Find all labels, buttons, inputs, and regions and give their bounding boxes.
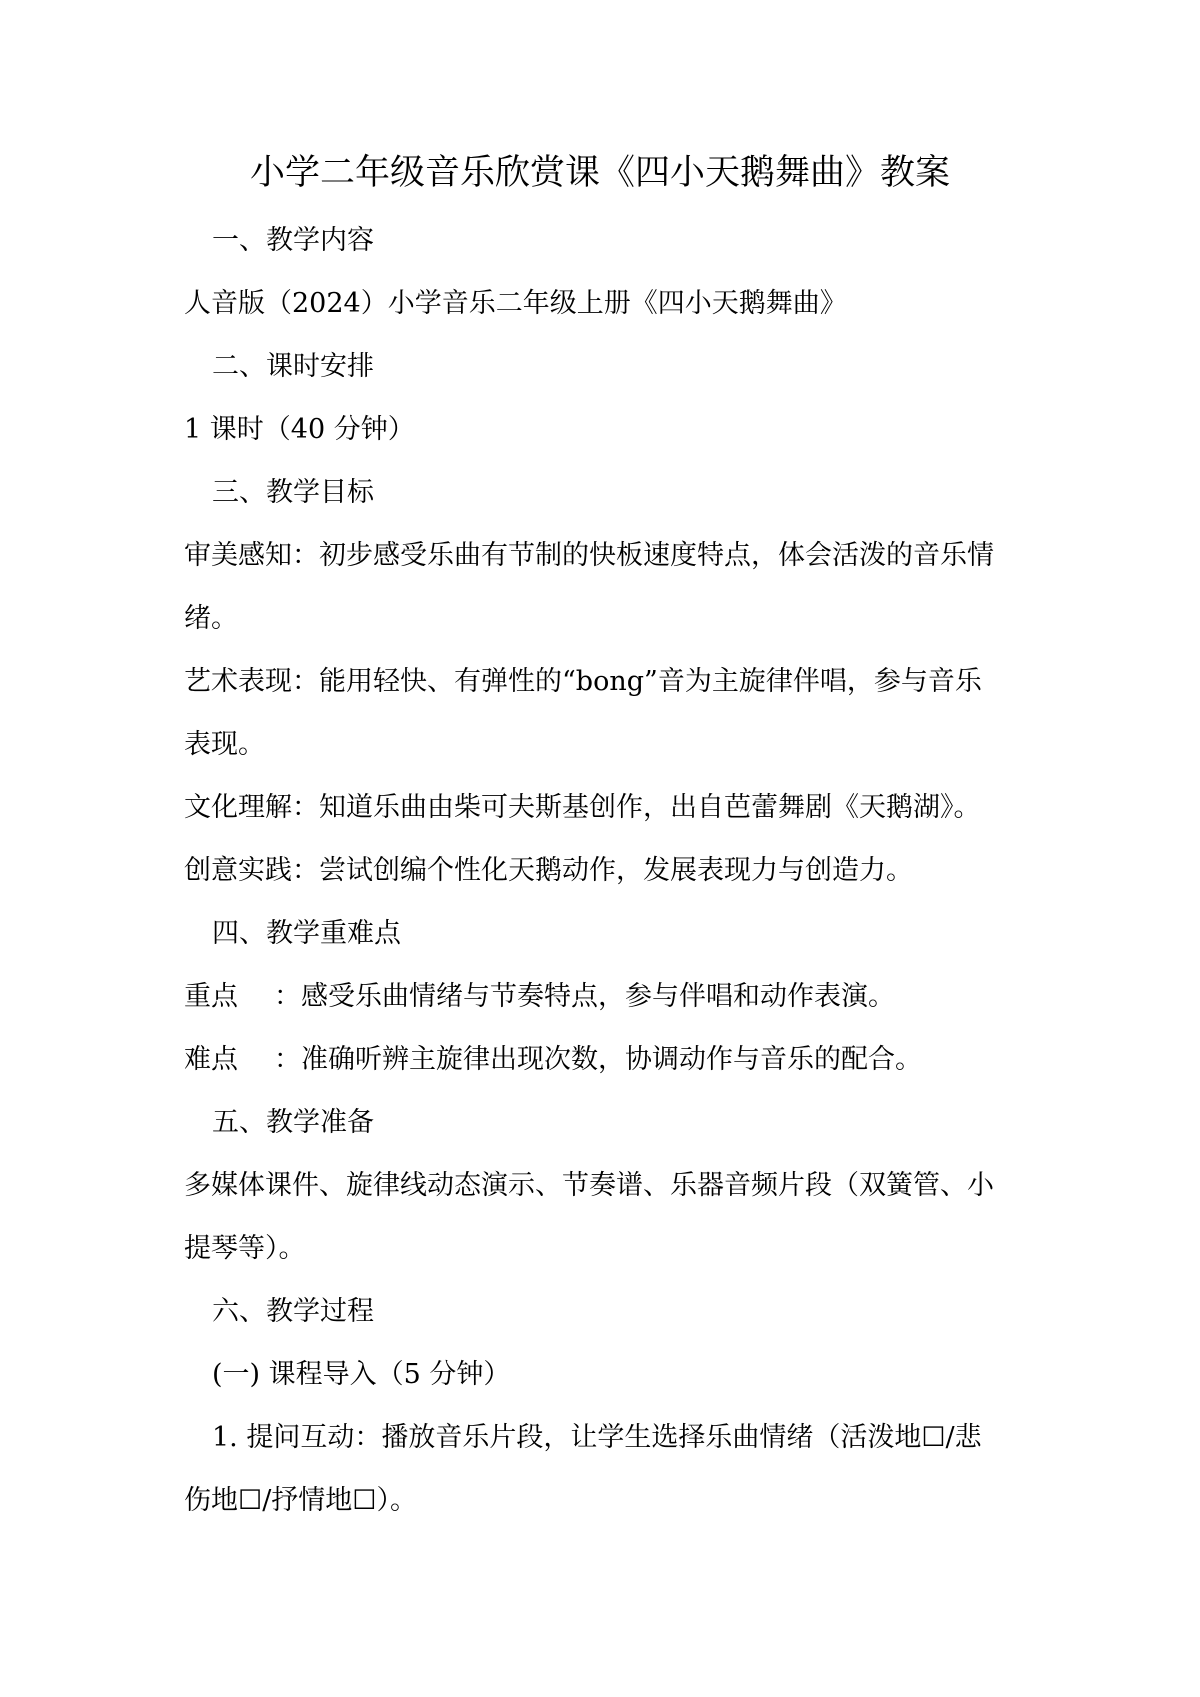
difficult-point-row — [184, 1042, 922, 1078]
process-subheading-intro: (一) 课程导入（5 分钟） — [212, 1359, 511, 1390]
key-point-text: ：感受乐曲情绪与节奏特点，参与伴唱和动作表演。 — [274, 981, 895, 1012]
preparation-line2: 提琴等）。 — [184, 1233, 306, 1264]
objective-culture: 文化理解：知道乐曲由柴可夫斯基创作，出自芭蕾舞剧《天鹅湖》。 — [184, 792, 981, 823]
key-point-label: 重点 — [184, 981, 238, 1012]
document-title: 小学二年级音乐欣赏课《四小天鹅舞曲》教案 — [249, 153, 950, 193]
objective-aesthetic-line1: 审美感知：初步感受乐曲有节制的快板速度特点，体会活泼的音乐情 — [184, 540, 994, 571]
key-point-row — [184, 979, 895, 1015]
schedule-text: 1 课时（40 分钟） — [184, 414, 415, 445]
section-heading-schedule: 二、课时安排 — [212, 351, 374, 382]
section-heading-process: 六、教学过程 — [212, 1296, 374, 1327]
preparation-line1: 多媒体课件、旋律线动态演示、节奏谱、乐器音频片段（双簧管、小 — [184, 1170, 994, 1201]
section-heading-key-points: 四、教学重难点 — [212, 918, 401, 949]
process-item1-line1: 1. 提问互动：播放音乐片段，让学生选择乐曲情绪（活泼地☐/悲 — [212, 1422, 982, 1453]
objective-aesthetic-line2: 绪。 — [184, 603, 238, 634]
section-heading-teaching-content: 一、教学内容 — [212, 225, 374, 256]
objective-art-line2: 表现。 — [184, 729, 265, 760]
process-item1-line2: 伤地☐/抒情地☐）。 — [184, 1485, 418, 1516]
difficult-point-label: 难点 — [184, 1044, 238, 1075]
difficult-point-text: ：准确听辨主旋律出现次数，协调动作与音乐的配合。 — [274, 1044, 922, 1075]
section-heading-objectives: 三、教学目标 — [212, 477, 374, 508]
teaching-content-text: 人音版（2024）小学音乐二年级上册《四小天鹅舞曲》 — [184, 288, 847, 319]
objective-art-line1: 艺术表现：能用轻快、有弹性的“bong”音为主旋律伴唱，参与音乐 — [184, 666, 982, 697]
objective-creative: 创意实践：尝试创编个性化天鹅动作，发展表现力与创造力。 — [184, 855, 913, 886]
section-heading-preparation: 五、教学准备 — [212, 1107, 374, 1138]
